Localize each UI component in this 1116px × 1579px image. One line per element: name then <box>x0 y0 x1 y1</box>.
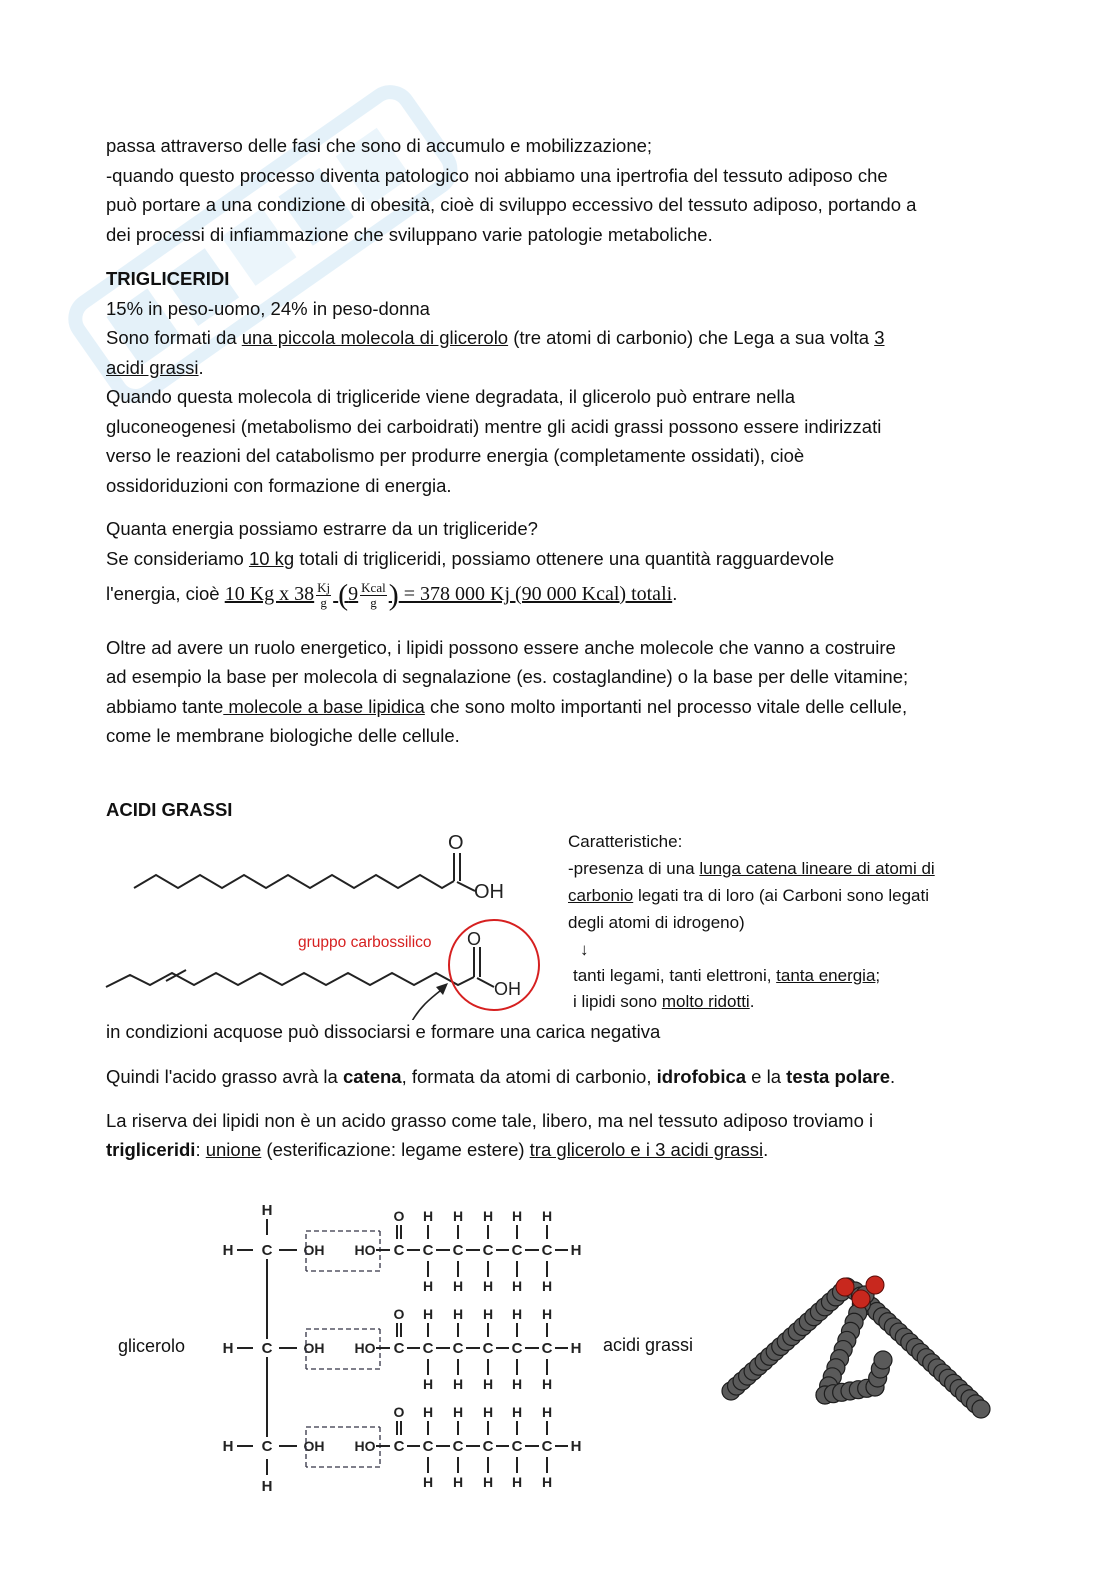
carboxyl-arrow <box>410 987 445 1020</box>
carboxyl-label: gruppo carbossilico <box>298 934 432 951</box>
oxygen-sphere <box>866 1276 884 1294</box>
fatty-c: C <box>422 1242 434 1259</box>
glycerol-c: C <box>261 1242 273 1259</box>
fatty-o: O <box>393 1404 405 1420</box>
fatty-h: H <box>511 1278 523 1294</box>
fatty-c: C <box>393 1242 405 1259</box>
triglycerides-line-2: acidi grassi. <box>106 357 204 378</box>
fatty-c: C <box>511 1340 523 1357</box>
fatty-h: H <box>511 1306 523 1322</box>
fatty-h-end: H <box>570 1340 582 1357</box>
intro-line-2: -quando questo processo diventa patologico noi abbiamo una ipertrofia del tessuto adiposo che <box>106 165 888 186</box>
fatty-h: H <box>511 1404 523 1420</box>
glycerol-h: H <box>222 1242 234 1259</box>
fatty-ho: HO <box>354 1242 376 1258</box>
fatty-ho: HO <box>354 1340 376 1356</box>
fatty-h: H <box>422 1474 434 1490</box>
fatty-h: H <box>482 1208 494 1224</box>
triglycerides-line-4: gluconeogenesi (metabolismo dei carboidrati) mentre gli acidi grassi possono essere indirizzati <box>106 416 882 437</box>
roles-line-1: Oltre ad avere un ruolo energetico, i lipidi possono essere anche molecole che vanno a costruire <box>106 637 896 658</box>
char-arrow: ↓ <box>580 940 589 959</box>
fatty-h: H <box>452 1474 464 1490</box>
char-line-4: degli atomi di idrogeno) <box>568 913 745 932</box>
fatty-acids-heading: ACIDI GRASSI <box>106 799 233 820</box>
atom-oh-top: OH <box>474 881 504 903</box>
fatty-o: O <box>393 1306 405 1322</box>
energy-formula-line: l'energia, cioè 10 Kg x 38 $\frac{Kj}{g}$ (9 $\frac{\text{Kcal}}{g}$ ) = 378 000 Kj (90 000 Kcal) totali. <box>106 578 678 612</box>
triglycerides-weight: 15% in peso-uomo, 24% in peso-donna <box>106 298 430 319</box>
glycerol-oh: OH <box>303 1242 325 1258</box>
oxygen-sphere <box>836 1278 854 1296</box>
fatty-h: H <box>541 1404 553 1420</box>
fatty-ho: HO <box>354 1438 376 1454</box>
fatty-c: C <box>452 1242 464 1259</box>
fatty-h-end: H <box>570 1242 582 1259</box>
fatty-h: H <box>541 1208 553 1224</box>
glycerol-h-top: H <box>261 1202 273 1219</box>
fatty-c: C <box>541 1438 553 1455</box>
fatty-h: H <box>541 1474 553 1490</box>
energy-line-2: Se consideriamo 10 kg totali di trigliceridi, possiamo ottenere una quantità ragguardevole <box>106 548 835 569</box>
fatty-c: C <box>482 1340 494 1357</box>
fatty-h: H <box>541 1278 553 1294</box>
triglycerides-line-1: Sono formati da una piccola molecola di glicerolo (tre atomi di carbonio) che Lega a sua volta 3 <box>106 327 885 348</box>
fatty-c: C <box>511 1242 523 1259</box>
intro-line-3: può portare a una condizione di obesità, cioè di sviluppo eccessivo del tessuto adiposo, portando a <box>106 194 917 215</box>
char-line-6: tanti legami, tanti elettroni, tanta energia; <box>573 966 881 985</box>
reserve-line-1: La riserva dei lipidi non è un acido grasso come tale, libero, ma nel tessuto adiposo troviamo i <box>106 1110 874 1131</box>
fatty-o: O <box>393 1208 405 1224</box>
fatty-acids-label: acidi grassi <box>603 1335 694 1355</box>
char-line-1: Caratteristiche: <box>568 832 683 851</box>
fatty-h: H <box>511 1208 523 1224</box>
fatty-h: H <box>452 1404 464 1420</box>
glycerol-c: C <box>261 1438 273 1455</box>
roles-line-3: abbiamo tante molecole a base lipidica che sono molto importanti nel processo vitale delle cellule, <box>106 696 908 717</box>
fatty-h: H <box>482 1404 494 1420</box>
intro-line-1: passa attraverso delle fasi che sono di accumulo e mobilizzazione; <box>106 135 653 156</box>
fatty-c: C <box>452 1438 464 1455</box>
char-line-2: -presenza di una lunga catena lineare di atomi di <box>568 859 935 878</box>
fatty-h: H <box>422 1278 434 1294</box>
glycerol-h-bottom: H <box>261 1478 273 1495</box>
fatty-h: H <box>511 1376 523 1392</box>
oxygen-sphere <box>852 1290 870 1308</box>
fatty-c: C <box>541 1340 553 1357</box>
energy-question: Quanta energia possiamo estrarre da un trigliceride? <box>106 518 538 539</box>
reserve-line-2: trigliceridi: unione (esterificazione: legame estere) tra glicerolo e i 3 acidi grassi. <box>106 1139 769 1160</box>
fatty-c: C <box>452 1340 464 1357</box>
fatty-h: H <box>422 1208 434 1224</box>
intro-line-4: dei processi di infiammazione che sviluppano varie patologie metaboliche. <box>106 224 713 245</box>
atom-o-bottom: O <box>467 929 482 949</box>
fatty-h: H <box>541 1306 553 1322</box>
fatty-h: H <box>422 1404 434 1420</box>
energy-formula: 10 Kg x 38 $\frac{Kj}{g}$ (9 $\frac{\text{Kcal}}{g}$ ) = 378 000 Kj (90 000 Kcal) totali <box>224 578 673 612</box>
fatty-h: H <box>422 1306 434 1322</box>
atom-oh-bottom: OH <box>494 979 521 999</box>
fatty-h: H <box>422 1376 434 1392</box>
glycerol-c: C <box>261 1340 273 1357</box>
fatty-c: C <box>393 1340 405 1357</box>
fatty-h: H <box>482 1306 494 1322</box>
fatty-h-end: H <box>570 1438 582 1455</box>
roles-line-2: ad esempio la base per molecola di segnalazione (es. costaglandine) o la base per delle vitamine; <box>106 666 909 687</box>
atom-sphere <box>874 1351 892 1369</box>
aqueous-line: in condizioni acquose può dissociarsi e formare una carica negativa <box>106 1021 661 1042</box>
fatty-h: H <box>482 1278 494 1294</box>
fatty-h: H <box>482 1474 494 1490</box>
space-filling-model <box>715 1265 1005 1440</box>
fatty-c: C <box>511 1438 523 1455</box>
fatty-h: H <box>452 1376 464 1392</box>
triglyceride-structure <box>210 1195 610 1500</box>
fatty-h: H <box>482 1376 494 1392</box>
triglycerides-line-5: verso le reazioni del catabolismo per produrre energia (completamente ossidati), cioè <box>106 445 805 466</box>
fatty-h: H <box>511 1474 523 1490</box>
fatty-h: H <box>452 1208 464 1224</box>
triglycerides-line-6: ossidoriduzioni con formazione di energia. <box>106 475 452 496</box>
fatty-c: C <box>393 1438 405 1455</box>
fatty-c: C <box>422 1340 434 1357</box>
atom-o-top: O <box>448 832 464 854</box>
glycerol-label: glicerolo <box>118 1336 186 1356</box>
triglycerides-heading: TRIGLICERIDI <box>106 268 230 289</box>
fatty-c: C <box>422 1438 434 1455</box>
glycerol-h: H <box>222 1340 234 1357</box>
triglycerides-line-3: Quando questa molecola di trigliceride viene degradata, il glicerolo può entrare nella <box>106 386 796 407</box>
glycerol-oh: OH <box>303 1340 325 1356</box>
fatty-h: H <box>452 1306 464 1322</box>
glycerol-h: H <box>222 1438 234 1455</box>
fatty-c: C <box>482 1242 494 1259</box>
char-line-7: i lipidi sono molto ridotti. <box>573 992 755 1011</box>
atom-sphere <box>972 1400 990 1418</box>
fatty-c: C <box>541 1242 553 1259</box>
roles-line-4: come le membrane biologiche delle cellule. <box>106 725 460 746</box>
polar-head-line: Quindi l'acido grasso avrà la catena, formata da atomi di carbonio, idrofobica e la testa polare. <box>106 1066 896 1087</box>
fatty-c: C <box>482 1438 494 1455</box>
char-line-3: carbonio legati tra di loro (ai Carboni sono legati <box>568 886 929 905</box>
fatty-acid-structures <box>100 825 550 1020</box>
fatty-h: H <box>452 1278 464 1294</box>
fatty-h: H <box>541 1376 553 1392</box>
glycerol-oh: OH <box>303 1438 325 1454</box>
